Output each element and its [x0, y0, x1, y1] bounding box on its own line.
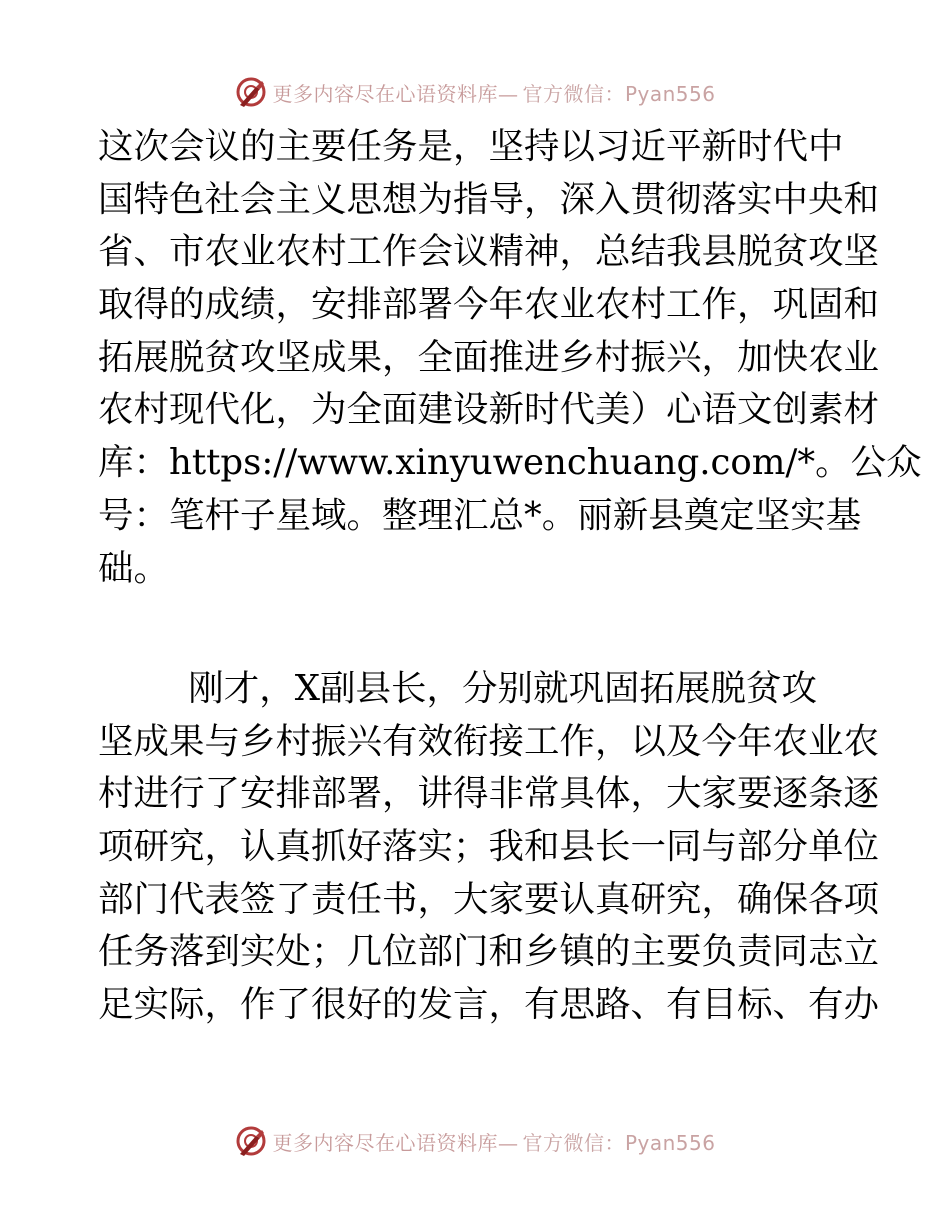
text-line: 省、市农业农村工作会议精神，总结我县脱贫攻坚 — [98, 231, 880, 273]
text-line: 拓展脱贫攻坚成果，全面推进乡村振兴，加快农业 — [98, 336, 880, 378]
text-line: 村进行了安排部署，讲得非常具体，大家要逐条逐 — [98, 773, 880, 815]
text-line: 项研究，认真抓好落实；我和县长一同与部分单位 — [98, 826, 880, 868]
banner-slogan: 更多内容尽在心语资料库— — [272, 81, 519, 106]
text-line: 国特色社会主义思想为指导，深入贯彻落实中央和 — [98, 178, 880, 220]
pen-logo-icon — [234, 1124, 268, 1158]
text-line: 农村现代化，为全面建设新时代美）心语文创素材 — [98, 389, 880, 431]
banner-wechat: 官方微信：Pyan556 — [522, 1130, 716, 1155]
text-line: 部门代表签了责任书，大家要认真研究，确保各项 — [98, 878, 880, 920]
text-line: 任务落到实处；几位部门和乡镇的主要负责同志立 — [98, 931, 880, 973]
text-line: 础。 — [98, 547, 170, 589]
banner-text — [272, 1127, 715, 1156]
text-line: 刚才，X副县长，分别就巩固拓展脱贫攻 — [98, 668, 818, 709]
text-line: 足实际，作了很好的发言，有思路、有目标、有办 — [98, 984, 880, 1026]
header-banner — [0, 72, 950, 112]
text-line: 坚成果与乡村振兴有效衔接工作，以及今年农业农 — [98, 720, 880, 762]
text-line: 这次会议的主要任务是，坚持以习近平新时代中 — [98, 126, 844, 167]
paragraph-2 — [98, 663, 880, 1032]
banner-text — [272, 78, 715, 107]
text-line: 库：https://www.xinyuwenchuang.com/*。公众 — [98, 442, 922, 484]
footer-banner — [0, 1121, 950, 1161]
banner-slogan: 更多内容尽在心语资料库— — [272, 1130, 519, 1155]
text-line: 号：笔杆子星域。整理汇总*。丽新县奠定坚实基 — [98, 494, 862, 536]
pen-logo-icon — [234, 75, 268, 109]
paragraph-1 — [98, 121, 922, 595]
banner-wechat: 官方微信：Pyan556 — [522, 81, 716, 106]
text-line: 取得的成绩，安排部署今年农业农村工作，巩固和 — [98, 284, 880, 326]
